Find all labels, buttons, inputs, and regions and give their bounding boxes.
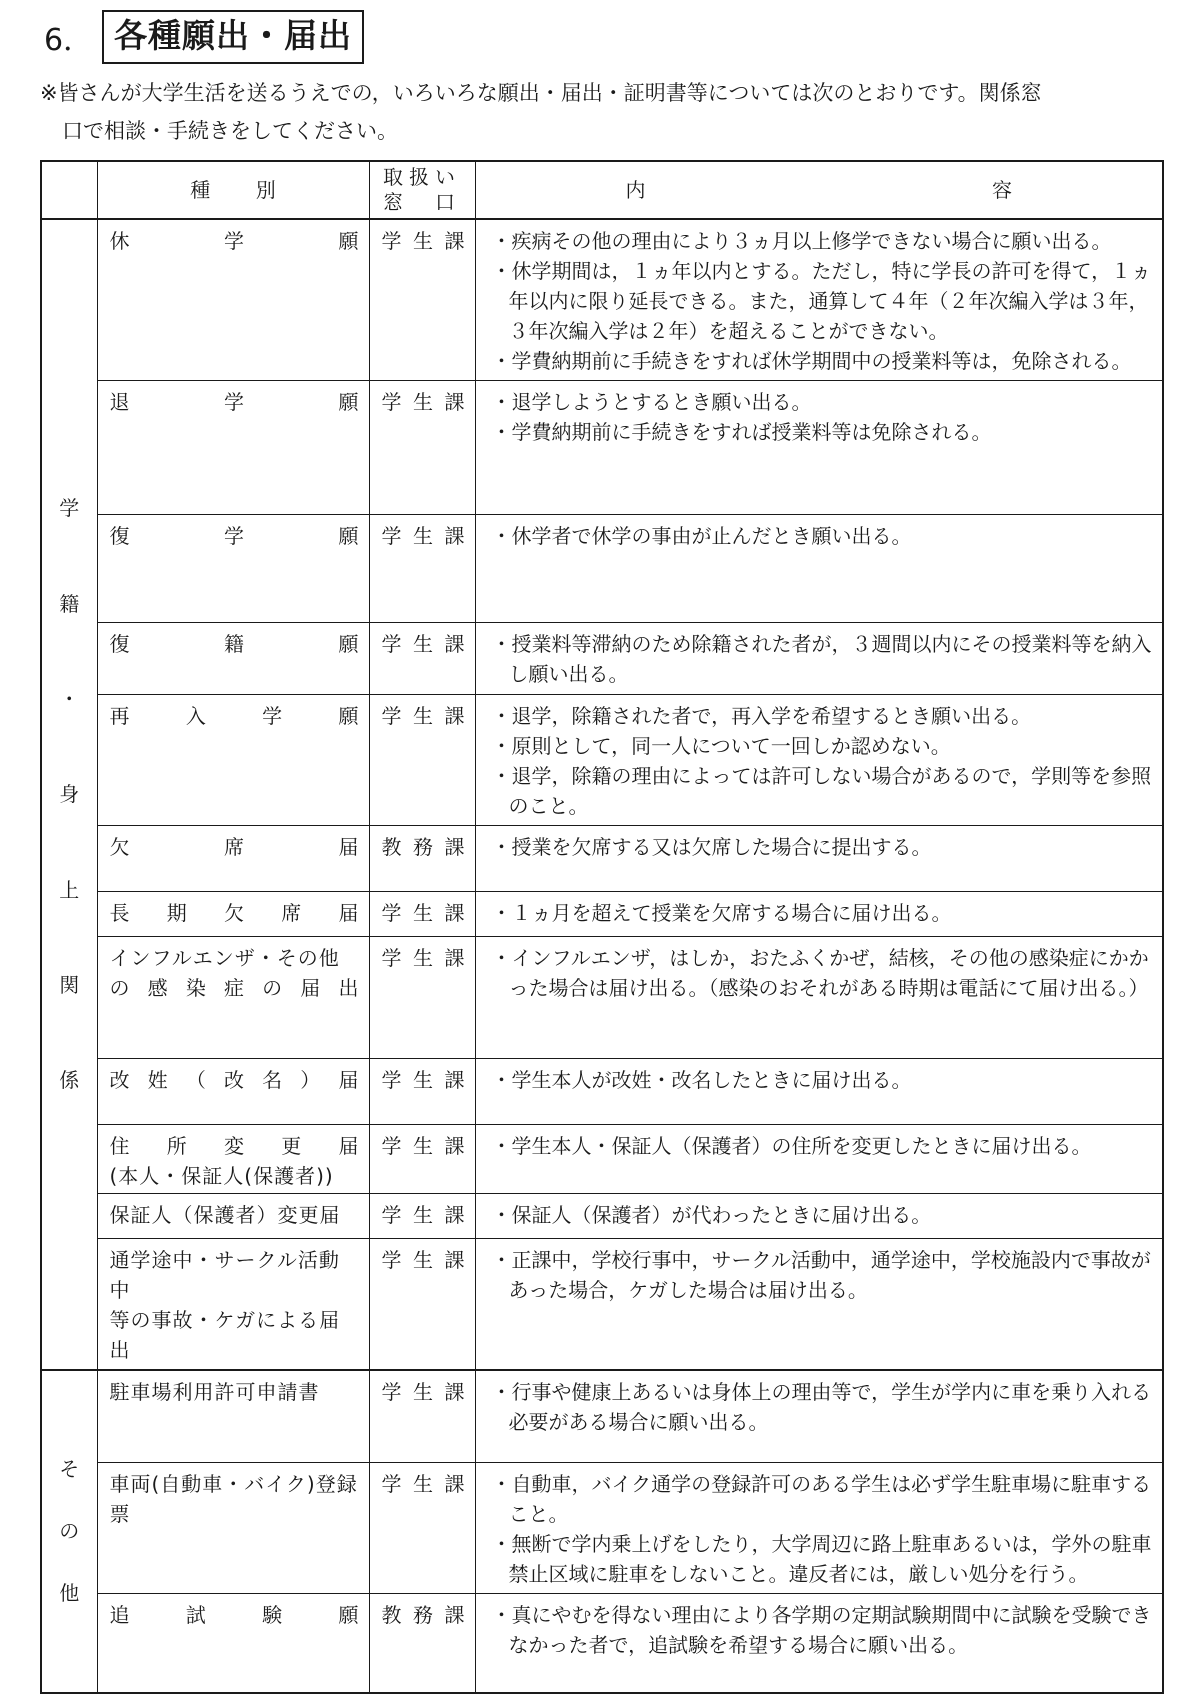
kind-text: 所 (166, 1134, 187, 1159)
group-label-char: の (59, 1519, 80, 1544)
window-cell (369, 1194, 475, 1239)
kind-line (110, 387, 359, 417)
description-item: ・原則として，同一人について一回しか認めない。 (491, 734, 951, 759)
group-label-char: ・ (59, 686, 80, 711)
kind-text: 復 (109, 632, 130, 657)
kind-text: の (109, 976, 130, 1001)
description-item: ・退学，除籍された者で，再入学を希望するとき願い出る。 (491, 704, 1032, 729)
kind-line (110, 226, 359, 256)
window-char: 生 (413, 1067, 433, 1092)
kind-text: 席 (224, 834, 244, 859)
kind-cell (97, 1194, 369, 1239)
kind-text: 姓 (147, 1067, 168, 1092)
header-content-char: 内 (625, 178, 646, 202)
kind-text: インフルエンザ・その他 (109, 946, 340, 971)
kind-cell (97, 623, 369, 695)
kind-text: 退 (109, 390, 130, 415)
kind-line (110, 1377, 359, 1407)
section-heading (44, 10, 364, 64)
kind-line (110, 1131, 359, 1161)
window-cell (369, 514, 475, 623)
window-char: 生 (413, 390, 433, 415)
table-row (41, 892, 1163, 937)
kind-line (110, 521, 359, 551)
description-cell (475, 514, 1163, 623)
window-label (370, 1377, 475, 1407)
header-window-line-2: 窓 口 (383, 190, 461, 214)
table-row (41, 623, 1163, 695)
kind-line (110, 1065, 359, 1095)
procedures-table (40, 160, 1164, 1694)
group-label-char: 上 (59, 877, 80, 902)
window-char: 課 (444, 632, 465, 657)
kind-text: 願 (338, 704, 359, 729)
description-item: ・保証人（保護者）が代わったときに届け出る。 (491, 1203, 932, 1228)
window-cell (369, 1239, 475, 1370)
kind-line (110, 1305, 359, 1365)
table-row (41, 1194, 1163, 1239)
kind-text: 改 (109, 1067, 130, 1092)
kind-text: 住 (109, 1134, 130, 1159)
kind-text: 感 (147, 976, 168, 1001)
kind-line (110, 1469, 359, 1529)
window-char: 学 (381, 1379, 402, 1404)
description-cell (475, 1058, 1163, 1125)
window-cell (369, 381, 475, 514)
header-group (41, 161, 97, 219)
kind-line (110, 898, 359, 928)
header-kind-char: 種 (190, 178, 211, 202)
table-body (41, 219, 1163, 1693)
window-char: 学 (381, 229, 402, 253)
window-char: 学 (381, 1472, 402, 1497)
kind-text: 車両(自動車・バイク)登録票 (109, 1472, 358, 1527)
kind-cell (97, 1125, 369, 1194)
window-char: 学 (381, 523, 402, 548)
table-row (41, 1593, 1163, 1693)
description-cell (475, 219, 1163, 381)
header-window (369, 161, 475, 219)
window-cell (369, 1593, 475, 1693)
table-row (41, 1370, 1163, 1463)
kind-text: 願 (338, 632, 359, 657)
window-char: 課 (444, 390, 465, 415)
window-cell (369, 695, 475, 825)
table-row (41, 1239, 1163, 1370)
description-item: ・学費納期前に手続きをすれば授業料等は免除される。 (491, 420, 992, 445)
window-char: 学 (381, 901, 402, 926)
kind-text: 名 (262, 1067, 283, 1092)
kind-text: 再 (109, 704, 130, 729)
description-item: ・行事や健康上あるいは身体上の理由等で，学生が学内に車を乗り入れる必要がある場合に願い出る。 (491, 1379, 1152, 1434)
window-char: 生 (413, 901, 433, 926)
table-row (41, 219, 1163, 381)
kind-text: 届 (300, 976, 321, 1001)
description-item: ・学費納期前に手続きをすれば休学期間中の授業料等は，免除される。 (491, 349, 1132, 373)
window-char: 生 (413, 632, 433, 657)
kind-cell (97, 1370, 369, 1463)
kind-text: 席 (281, 901, 302, 926)
kind-line (110, 1245, 359, 1305)
kind-text: 願 (338, 1602, 359, 1627)
window-label (370, 832, 475, 862)
kind-text: 変 (224, 1134, 244, 1159)
description-item: ・真にやむを得ない理由により各学期の定期試験期間中に試験を受験できなかった者で，追試験を希望する場合に願い出る。 (491, 1602, 1152, 1657)
intro-text (40, 74, 1170, 150)
group-label-char: 籍 (59, 591, 80, 616)
kind-text: 願 (338, 523, 359, 548)
kind-text: 保証人（保護者）変更届 (109, 1203, 341, 1228)
window-cell (369, 623, 475, 695)
kind-text: 試 (185, 1602, 206, 1627)
table-row (41, 381, 1163, 514)
window-cell (369, 937, 475, 1058)
kind-text: 入 (185, 704, 206, 729)
kind-text: の (262, 976, 283, 1001)
window-label (370, 1245, 475, 1275)
kind-text: 欠 (109, 834, 130, 859)
window-char: 課 (444, 1602, 465, 1627)
window-char: 課 (444, 229, 465, 253)
window-label (370, 898, 475, 928)
header-window-line-1: 取扱い (383, 165, 461, 189)
window-char: 務 (413, 1602, 433, 1627)
description-item: ・１ヵ月を超えて授業を欠席する場合に届け出る。 (491, 901, 952, 926)
intro-line-1: ※皆さんが大学生活を送るうえでの，いろいろな願出・届出・証明書等については次のとおりです。関係窓 (40, 81, 1042, 105)
window-char: 課 (444, 1379, 465, 1404)
description-cell (475, 937, 1163, 1058)
kind-text: 届 (338, 834, 359, 859)
description-cell (475, 1463, 1163, 1593)
kind-line (110, 1600, 359, 1630)
description-cell (475, 825, 1163, 892)
section-title: 各種願出・届出 (102, 10, 364, 64)
kind-text: 期 (166, 901, 187, 926)
window-char: 生 (413, 229, 433, 253)
kind-text: 駐車場利用許可申請書 (109, 1379, 320, 1404)
header-content-char: 容 (992, 178, 1012, 202)
window-char: 学 (381, 704, 402, 729)
window-char: 生 (413, 704, 433, 729)
kind-line (110, 973, 359, 1003)
header-content (475, 161, 1163, 219)
kind-cell (97, 695, 369, 825)
intro-line-2: 口で相談・手続きをしてください。 (62, 119, 398, 143)
description-cell (475, 1593, 1163, 1693)
description-cell (475, 695, 1163, 825)
group-label-char: 学 (59, 496, 80, 521)
group-label-chars (42, 493, 97, 1095)
window-char: 学 (381, 632, 402, 657)
kind-text: 改 (223, 1067, 244, 1092)
description-cell (475, 892, 1163, 937)
window-char: 課 (444, 834, 465, 859)
description-item: ・無断で学内乗上げをしたり，大学周辺に路上駐車あるいは，学外の駐車禁止区域に駐車をしないこと。違反者には，厳しい処分を行う。 (491, 1532, 1152, 1587)
description-item: ・正課中，学校行事中，サークル活動中，通学途中，学校施設内で事故があった場合，ケガした場合は届け出る。 (491, 1248, 1151, 1303)
kind-text: 更 (281, 1134, 302, 1159)
window-char: 生 (413, 1379, 433, 1404)
window-char: 課 (444, 1248, 465, 1273)
description-cell (475, 623, 1163, 695)
window-label (370, 521, 475, 551)
table-row (41, 937, 1163, 1058)
description-item: ・学生本人が改姓・改名したときに届け出る。 (491, 1067, 912, 1092)
window-char: 課 (444, 1134, 465, 1159)
table-header-row (41, 161, 1163, 219)
window-char: 教 (381, 1602, 402, 1627)
description-item: ・授業料等滞納のため除籍された者が，３週間以内にその授業料等を納入し願い出る。 (491, 632, 1152, 687)
window-cell (369, 219, 475, 381)
kind-text: 籍 (224, 632, 244, 657)
kind-text: 染 (185, 976, 206, 1001)
window-char: 課 (444, 704, 465, 729)
kind-cell (97, 381, 369, 514)
header-kind-char: 別 (255, 178, 276, 202)
group-label-chars (42, 1454, 97, 1608)
window-char: 課 (444, 901, 465, 926)
window-label (370, 1600, 475, 1630)
window-char: 学 (381, 1134, 402, 1159)
kind-text: （ (185, 1067, 206, 1092)
window-label (370, 943, 475, 973)
window-label (370, 629, 475, 659)
group-label-char: 他 (59, 1581, 80, 1606)
kind-cell (97, 825, 369, 892)
kind-text: 学 (224, 390, 244, 415)
kind-cell (97, 937, 369, 1058)
kind-text: 長 (109, 901, 130, 926)
description-cell (475, 1125, 1163, 1194)
window-label (370, 387, 475, 417)
window-char: 課 (444, 1067, 465, 1092)
kind-line (110, 943, 359, 973)
kind-text: 学 (224, 523, 244, 548)
kind-text: 症 (223, 976, 244, 1001)
description-cell (475, 381, 1163, 514)
kind-cell (97, 892, 369, 937)
section-number: 6． (44, 23, 94, 58)
description-item: ・疾病その他の理由により３ヵ月以上修学できない場合に願い出る。 (491, 229, 1112, 253)
description-cell (475, 1194, 1163, 1239)
description-item: ・休学期間は，１ヵ年以内とする。ただし，特に学長の許可を得て，１ヵ年以内に限り延長できる。また，通算して４年（２年次編入学は３年，３年次編入学は２年）を超えることができない。 (491, 259, 1152, 343)
kind-text: 学 (224, 229, 244, 253)
header-kind (97, 161, 369, 219)
window-char: 学 (381, 1067, 402, 1092)
description-cell (475, 1370, 1163, 1463)
window-char: 課 (444, 1472, 465, 1497)
kind-line (110, 1200, 359, 1230)
kind-text: 験 (262, 1602, 283, 1627)
description-item: ・退学，除籍の理由によっては許可しない場合があるので，学則等を参照のこと。 (491, 764, 1152, 819)
kind-line (110, 1161, 359, 1191)
window-char: 学 (381, 1248, 402, 1273)
group-label-char: 関 (59, 972, 80, 997)
kind-text: 欠 (224, 901, 244, 926)
table-row (41, 1058, 1163, 1125)
window-char: 課 (444, 523, 465, 548)
window-label (370, 1200, 475, 1230)
kind-text: 休 (109, 229, 130, 253)
group-label-char: そ (59, 1457, 80, 1482)
kind-cell (97, 219, 369, 381)
group-label-char: 身 (59, 782, 80, 807)
group-label-enrollment (41, 219, 97, 1370)
kind-cell (97, 1058, 369, 1125)
window-char: 生 (413, 1472, 433, 1497)
window-cell (369, 892, 475, 937)
window-char: 課 (444, 946, 465, 971)
kind-line (110, 701, 359, 731)
window-cell (369, 1058, 475, 1125)
kind-text: 学 (262, 704, 283, 729)
window-char: 学 (381, 390, 402, 415)
kind-text: 届 (338, 1067, 359, 1092)
table-row (41, 1125, 1163, 1194)
window-label (370, 1131, 475, 1161)
kind-cell (97, 1593, 369, 1693)
description-item: ・休学者で休学の事由が止んだとき願い出る。 (491, 523, 912, 548)
window-char: 生 (413, 1203, 433, 1228)
kind-text: 願 (338, 390, 359, 415)
kind-text: 等の事故・ケガによる届出 (109, 1308, 341, 1363)
window-char: 学 (381, 946, 402, 971)
kind-text: (本人・保証人(保護者)) (109, 1164, 334, 1189)
window-label (370, 1065, 475, 1095)
kind-text: ） (300, 1067, 321, 1092)
kind-text: 通学途中・サークル活動中 (109, 1248, 340, 1303)
kind-cell (97, 514, 369, 623)
window-char: 学 (381, 1203, 402, 1228)
window-cell (369, 825, 475, 892)
description-item: ・退学しようとするとき願い出る。 (491, 390, 812, 415)
window-cell (369, 1463, 475, 1593)
window-cell (369, 1370, 475, 1463)
window-char: 課 (444, 1203, 465, 1228)
table-row (41, 825, 1163, 892)
kind-text: 届 (338, 901, 359, 926)
window-cell (369, 1125, 475, 1194)
window-char: 生 (413, 1134, 433, 1159)
table-row (41, 514, 1163, 623)
description-item: ・インフルエンザ，はしか，おたふくかぜ，結核，その他の感染症にかかった場合は届け出る。（感染のおそれがある時期は電話にて届け出る。） (491, 946, 1149, 1001)
kind-text: 出 (338, 976, 359, 1001)
window-char: 教 (381, 834, 402, 859)
description-cell (475, 1239, 1163, 1370)
window-char: 生 (413, 946, 433, 971)
group-label-char: 係 (59, 1068, 80, 1093)
kind-line (110, 629, 359, 659)
description-item: ・学生本人・保証人（保護者）の住所を変更したときに届け出る。 (491, 1134, 1092, 1159)
kind-text: 復 (109, 523, 130, 548)
kind-cell (97, 1239, 369, 1370)
kind-line (110, 832, 359, 862)
window-label (370, 226, 475, 256)
kind-text: 追 (109, 1602, 130, 1627)
kind-cell (97, 1463, 369, 1593)
window-label (370, 701, 475, 731)
description-item: ・自動車，バイク通学の登録許可のある学生は必ず学生駐車場に駐車すること。 (491, 1472, 1152, 1527)
window-char: 生 (413, 1248, 433, 1273)
description-item: ・授業を欠席する又は欠席した場合に提出する。 (491, 834, 932, 859)
kind-text: 願 (338, 229, 359, 253)
window-label (370, 1469, 475, 1499)
table-row (41, 1463, 1163, 1593)
group-label-other (41, 1370, 97, 1693)
window-char: 務 (413, 834, 433, 859)
table-row (41, 695, 1163, 825)
kind-text: 届 (338, 1134, 359, 1159)
window-char: 生 (413, 523, 433, 548)
